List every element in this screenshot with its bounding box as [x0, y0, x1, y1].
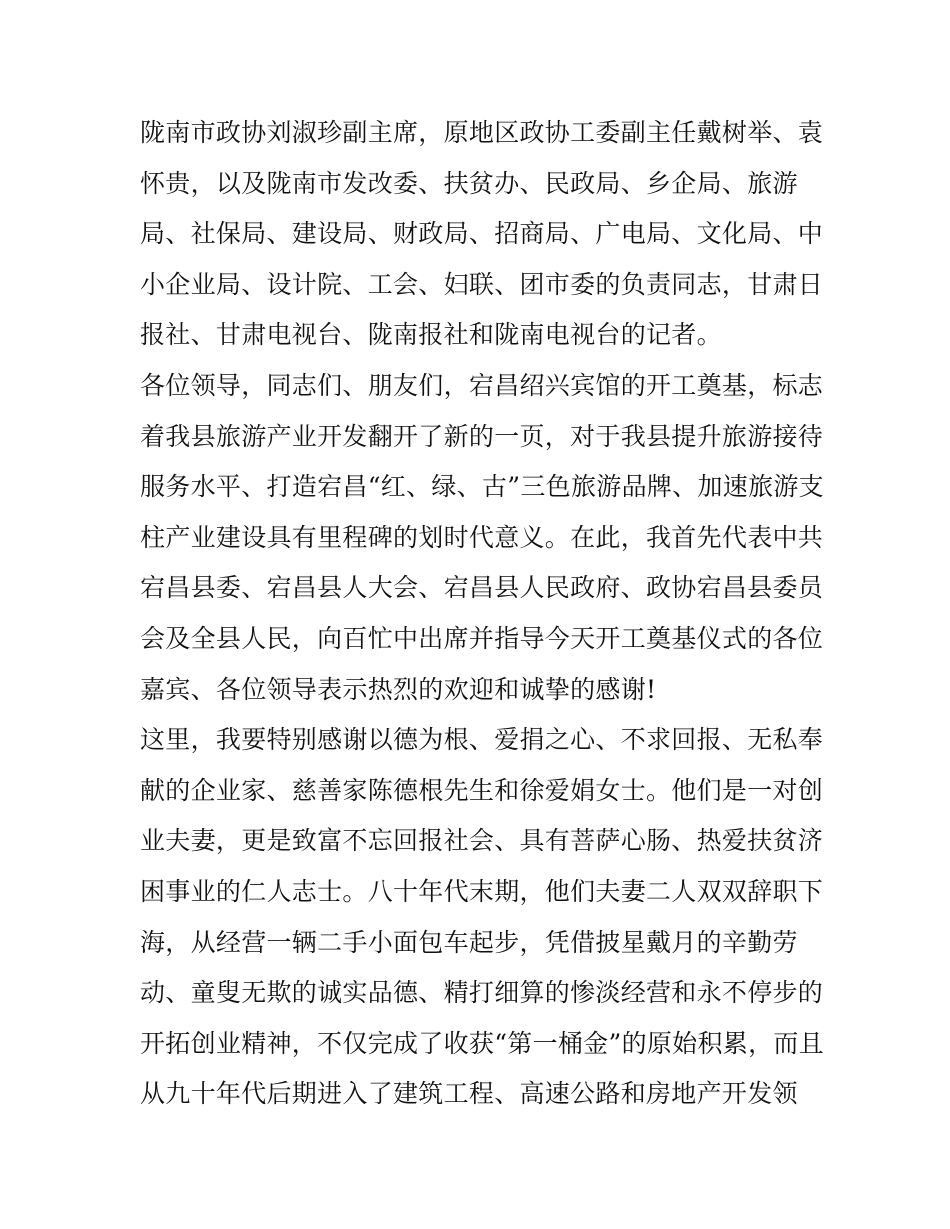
text-line: 柱产业建设具有里程碑的划时代意义。在此，我首先代表中共: [140, 522, 824, 552]
text-line: 献的企业家、慈善家陈德根先生和徐爱娟女士。他们是一对创: [140, 775, 824, 805]
paragraph-2: [140, 361, 824, 715]
text-line: 报社、甘肃电视台、陇南报社和陇南电视台的记者。: [140, 320, 722, 350]
text-line: 小企业局、设计院、工会、妇联、团市委的负责同志，甘肃日: [140, 269, 824, 299]
text-line: 服务水平、打造宕昌“红、绿、古”三色旅游品牌、加速旅游支: [140, 472, 824, 502]
text-line: 宕昌县委、宕昌县人大会、宕昌县人民政府、政协宕昌县委员: [140, 573, 824, 603]
text-line: 嘉宾、各位领导表示热烈的欢迎和诚挚的感谢!: [140, 674, 657, 704]
text-line: 这里，我要特别感谢以德为根、爱捐之心、不求回报、无私奉: [140, 725, 824, 755]
text-line: 开拓创业精神，不仅完成了收获“第一桶金”的原始积累，而且: [140, 1028, 824, 1058]
text-line: 怀贵，以及陇南市发改委、扶贫办、民政局、乡企局、旅游: [140, 168, 798, 198]
paragraph-1: [140, 108, 824, 361]
text-line: 陇南市政协刘淑珍副主席，原地区政协工委副主任戴树举、袁: [140, 118, 824, 147]
text-line: 业夫妻，更是致富不忘回报社会、具有菩萨心肠、热爱扶贫济: [140, 826, 824, 856]
text-line: 各位领导，同志们、朋友们，宕昌绍兴宾馆的开工奠基，标志: [140, 370, 824, 400]
body-text: [140, 108, 824, 1120]
text-line: 局、社保局、建设局、财政局、招商局、广电局、文化局、中: [140, 219, 824, 249]
text-line: 从九十年代后期进入了建筑工程、高速公路和房地产开发领: [140, 1079, 798, 1109]
text-line: 困事业的仁人志士。八十年代末期，他们夫妻二人双双辞职下: [140, 876, 824, 906]
text-line: 会及全县人民，向百忙中出席并指导今天开工奠基仪式的各位: [140, 623, 824, 653]
paragraph-3: [140, 715, 824, 1120]
text-line: 动、童叟无欺的诚实品德、精打细算的惨淡经营和永不停步的: [140, 978, 824, 1008]
text-line: 着我县旅游产业开发翻开了新的一页，对于我县提升旅游接待: [140, 421, 824, 451]
text-line: 海，从经营一辆二手小面包车起步，凭借披星戴月的辛勤劳: [140, 927, 798, 957]
